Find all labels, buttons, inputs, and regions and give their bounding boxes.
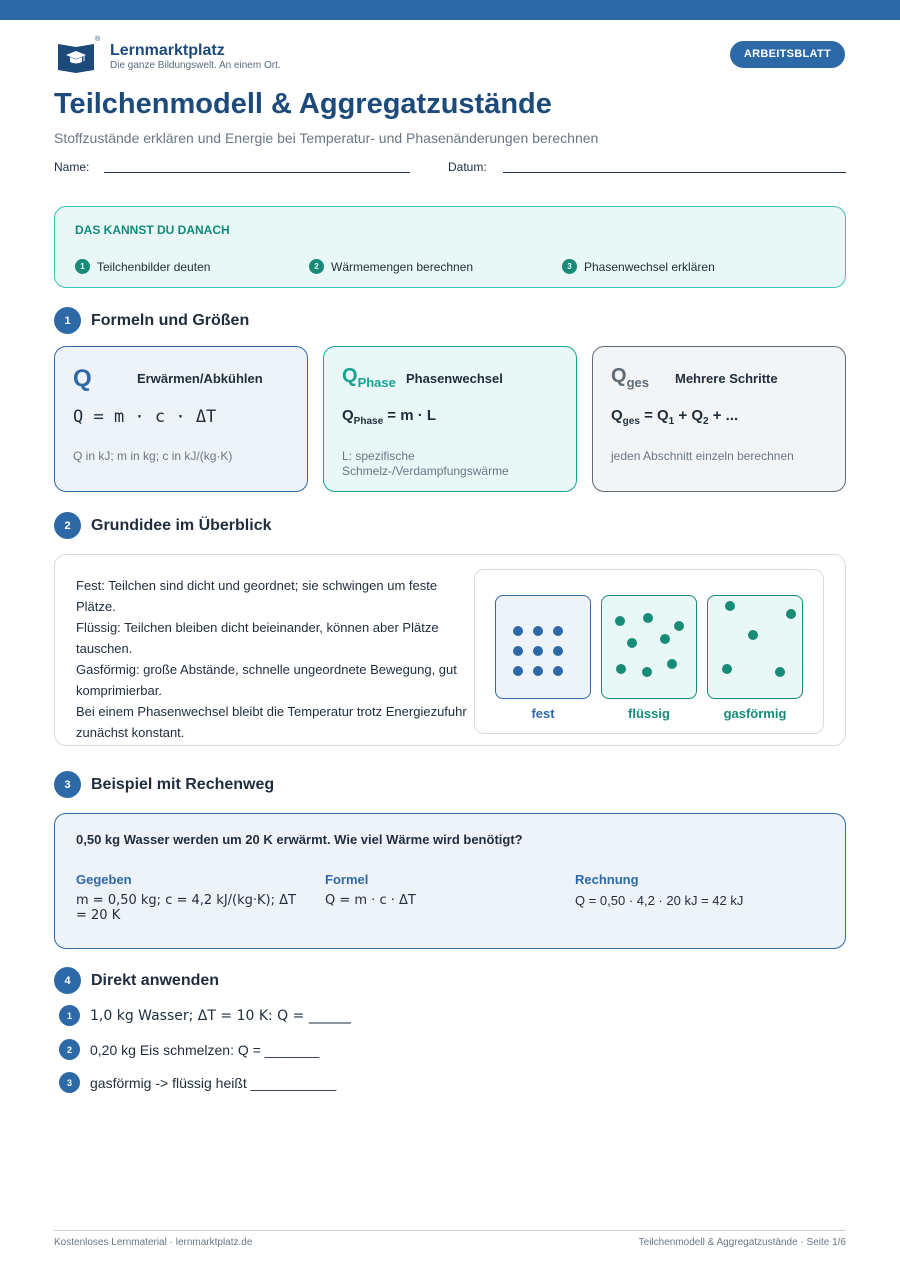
formula-symbol: $Q_{Phase}$: [342, 365, 396, 390]
goal-item: [562, 259, 715, 274]
goal-number: 2: [309, 259, 324, 274]
example-given-value: m = 0,50 kg; c = 4,2 kJ/(kg·K); ΔT = 20 K: [76, 893, 296, 923]
particle: [775, 667, 785, 677]
task-text[interactable]: gasförmig -> flüssig heißt ___________: [90, 1074, 337, 1091]
formula-card-title: Phasenwechsel: [406, 371, 503, 386]
task-item: [59, 1039, 319, 1060]
name-label: Name:: [54, 160, 90, 174]
task-number: 3: [59, 1072, 80, 1093]
overview-line-solid: Fest: Teilchen sind dicht und geordnet; sie schwingen um feste Plätze.: [76, 578, 438, 614]
page-subtitle: Stoffzustände erklären und Energie bei Temperatur- und Phasenänderungen berechnen: [54, 130, 599, 146]
task-number: 2: [59, 1039, 80, 1060]
particle: [553, 626, 563, 636]
formula-card-phase-change: [323, 346, 577, 492]
section-title: Direkt anwenden: [91, 971, 220, 989]
particle: [533, 646, 543, 656]
example-calc-value: Q = 0,50 · 4,2 · 20 kJ = 42 kJ: [575, 893, 744, 908]
particle: [748, 630, 758, 640]
particle: [722, 664, 732, 674]
example-calculation: [575, 872, 835, 908]
date-label: Datum:: [448, 160, 487, 174]
goals-title: DAS KANNST DU DANACH: [75, 223, 230, 237]
example-formula-value: Q = m · c · ΔT: [325, 893, 416, 908]
formula-symbol: Q: [73, 365, 92, 392]
formula-note: jeden Abschnitt einzeln berechnen: [611, 449, 794, 463]
particle: [533, 626, 543, 636]
particle: [642, 667, 652, 677]
section-heading: [54, 512, 271, 539]
footer-right: Teilchenmodell & Aggregatzustände · Seite 1/6: [638, 1237, 846, 1248]
formula-card-multi-step: [592, 346, 846, 492]
particle-model-figure: [474, 569, 824, 734]
particle: [786, 609, 796, 619]
goal-label: Wärmemengen berechnen: [331, 259, 474, 274]
particle: [553, 666, 563, 676]
particle: [553, 646, 563, 656]
footer-divider: [54, 1230, 846, 1231]
brand-tagline: Die ganze Bildungswelt. An einem Ort.: [110, 60, 281, 71]
task-text[interactable]: 0,20 kg Eis schmelzen: Q = _______: [90, 1041, 320, 1058]
example-given: [76, 872, 308, 923]
task-item: [59, 1005, 351, 1026]
state-label-solid: fest: [531, 706, 555, 721]
goal-item: [309, 259, 473, 274]
formula-symbol: $Q_{ges}$: [611, 365, 649, 390]
goal-item: [75, 259, 210, 274]
task-number: 1: [59, 1005, 80, 1026]
section-number: 1: [54, 307, 81, 334]
goal-number: 3: [562, 259, 577, 274]
learning-goals-box: [54, 206, 846, 288]
formula-card-heating: [54, 346, 308, 492]
example-formula: [325, 872, 557, 908]
overview-box: [54, 554, 846, 746]
section-heading: [54, 771, 274, 798]
section-number: 2: [54, 512, 81, 539]
example-calc-label: Rechnung: [575, 872, 639, 887]
formula-text: $Q_{ges} = Q_1 + Q_2$ + ...: [611, 407, 739, 427]
registered-mark: ®: [95, 36, 101, 43]
overview-text: [76, 575, 476, 743]
goal-label: Teilchenbilder deuten: [97, 259, 211, 274]
overview-line-phase-change: Bei einem Phasenwechsel bleibt die Temperatur trotz Energiezufuhr zunächst konstant.: [76, 704, 467, 740]
state-label-liquid: flüssig: [628, 706, 670, 721]
state-label-gas: gasförmig: [723, 706, 787, 721]
section-title: Beispiel mit Rechenweg: [91, 775, 275, 793]
section-number: 4: [54, 967, 81, 994]
solid-particle-box: [495, 595, 591, 699]
top-bar: [0, 0, 900, 20]
particle: [725, 601, 735, 611]
overview-line-liquid: Flüssig: Teilchen bleiben dicht beieinander, können aber Plätze tauschen.: [76, 620, 439, 656]
particle: [627, 638, 637, 648]
formula-text: $Q_{Phase} = m \cdot L$: [342, 407, 437, 427]
section-title: Grundidee im Überblick: [91, 516, 272, 534]
example-given-label: Gegeben: [76, 872, 132, 887]
section-number: 3: [54, 771, 81, 798]
example-question: 0,50 kg Wasser werden um 20 K erwärmt. Wie viel Wärme wird benötigt?: [76, 832, 523, 847]
particle: [513, 626, 523, 636]
worksheet-badge: ARBEITSBLATT: [730, 41, 845, 68]
task-text[interactable]: 1,0 kg Wasser; ΔT = 10 K: Q = ______: [90, 1007, 351, 1024]
footer-left: Kostenloses Lernmaterial · lernmarktplatz.de: [54, 1237, 253, 1248]
particle: [533, 666, 543, 676]
particle: [643, 613, 653, 623]
particle: [660, 634, 670, 644]
gas-particle-box: [707, 595, 803, 699]
worked-example-box: [54, 813, 846, 949]
particle: [616, 664, 626, 674]
section-heading: [54, 967, 219, 994]
formula-card-title: Mehrere Schritte: [675, 371, 778, 386]
formula-card-title: Erwärmen/Abkühlen: [137, 371, 263, 386]
name-line[interactable]: [104, 172, 410, 173]
formula-note: Q in kJ; m in kg; c in kJ/(kg·K): [73, 449, 233, 463]
particle: [667, 659, 677, 669]
name-date-row: [54, 160, 846, 180]
particle: [513, 666, 523, 676]
task-item: [59, 1072, 336, 1093]
graduation-cap-logo-icon: [56, 36, 101, 74]
section-heading: [54, 307, 249, 334]
liquid-particle-box: [601, 595, 697, 699]
goal-number: 1: [75, 259, 90, 274]
particle: [674, 621, 684, 631]
example-formula-label: Formel: [325, 872, 369, 887]
page-title: Teilchenmodell & Aggregatzustände: [54, 88, 552, 120]
formula-note: L: spezifische Schmelz-/Verdampfungswärme: [342, 449, 509, 478]
formula-text: Q = m · c · ΔT: [73, 407, 217, 427]
particle: [615, 616, 625, 626]
brand: [56, 36, 281, 74]
particle: [513, 646, 523, 656]
goal-label: Phasenwechsel erklären: [584, 259, 715, 274]
overview-line-gas: Gasförmig: große Abstände, schnelle ungeordnete Bewegung, gut komprimierbar.: [76, 662, 457, 698]
brand-name: Lernmarktplatz: [110, 42, 225, 59]
section-title: Formeln und Größen: [91, 311, 250, 329]
date-line[interactable]: [503, 172, 846, 173]
